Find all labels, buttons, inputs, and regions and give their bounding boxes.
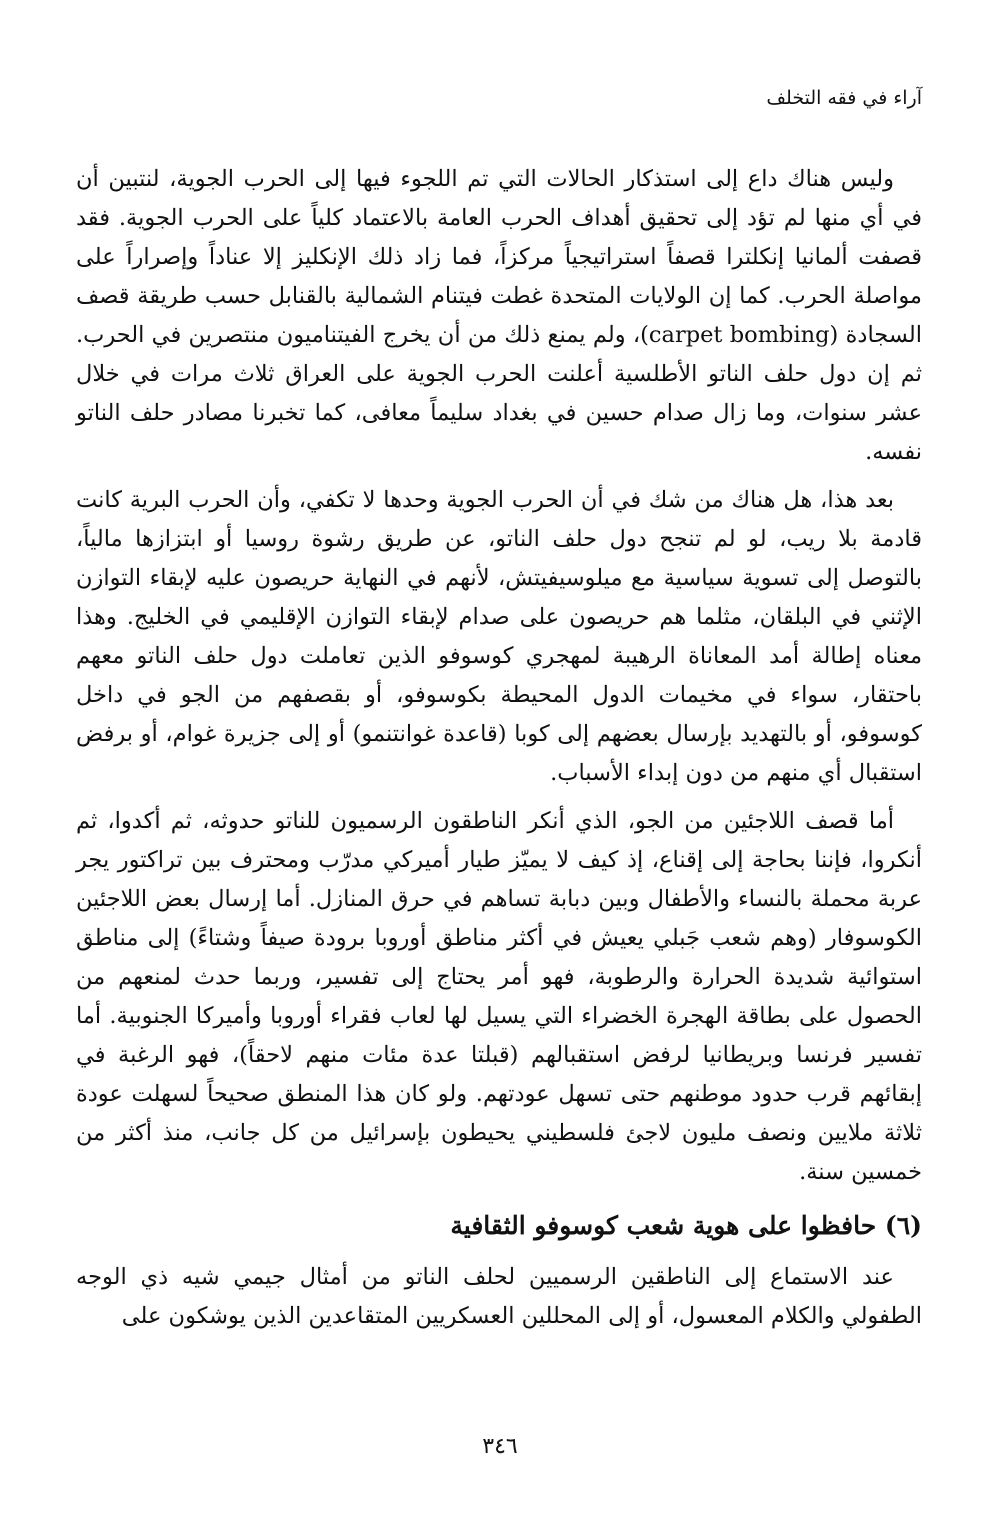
paragraph-4: عند الاستماع إلى الناطقين الرسميين لحلف الناتو من أمثال جيمي شيه ذي الوجه الطفولي والكلام المعسول، أو إلى المحللين العسكريين المتقاعدين الذين يوشكون على <box>76 1264 922 1329</box>
page-number: ٣٤٦ <box>482 1434 518 1459</box>
paragraph-2: بعد هذا، هل هناك من شك في أن الحرب الجوية وحدها لا تكفي، وأن الحرب البرية كانت قادمة بلا ريب، لو لم تنجح دول حلف الناتو، عن طريق رشوة روسيا أو ابتزازها مالياً، بالتوصل إلى تسوية سياسية مع ميلوسيفيتش، لأنهم في النهاية حريصون عليه لإبقاء التوازن الإثني في البلقان، مثلما هم حريصون على صدام لإبقاء التوازن الإقليمي في الخليج. وهذا معناه إطالة أمد المعاناة الرهيبة لمهجري كوسوفو الذين تعاملت دول حلف الناتو معهم باحتقار، سواء في مخيمات الدول المحيطة بكوسوفو، أو بقصفهم من الجو في داخل كوسوفو، أو بالتهديد بإرسال بعضهم إلى كوبا (قاعدة غوانتنمو) أو إلى جزيرة غوام، أو برفض استقبال أي منهم من دون إبداء الأسباب. <box>76 487 922 786</box>
body-text <box>76 160 922 1345</box>
paragraph-3: أما قصف اللاجئين من الجو، الذي أنكر الناطقون الرسميون للناتو حدوثه، ثم أكدوا، ثم أنكروا، فإننا بحاجة إلى إقناع، إذ كيف لا يميّز طيار أميركي مدرّب ومحترف بين تراكتور يجر عربة محملة بالنساء والأطفال وبين دبابة تساهم في حرق المنازل. أما إرسال بعض اللاجئين الكوسوفار (وهم شعب جَبلي يعيش في أكثر مناطق أوروبا برودة صيفاً وشتاءً) إلى مناطق استوائية شديدة الحرارة والرطوبة، فهو أمر يحتاج إلى تفسير، وربما حدث لمنعهم من الحصول على بطاقة الهجرة الخضراء التي يسيل لها لعاب فقراء أوروبا وأميركا الجنوبية. أما تفسير فرنسا وبريطانيا لرفض استقبالهم (قبلتا عدة مئات منهم لاحقاً)، فهو الرغبة في إبقائهم قرب حدود موطنهم حتى تسهل عودتهم. ولو كان هذا المنطق صحيحاً لسهلت عودة ثلاثة ملايين ونصف مليون لاجئ فلسطيني يحيطون بإسرائيل من كل جانب، منذ أكثر من خمسين سنة. <box>76 808 922 1185</box>
section-heading: (٦) حافظوا على هوية شعب كوسوفو الثقافية <box>450 1211 922 1240</box>
paragraph-1: وليس هناك داع إلى استذكار الحالات التي تم اللجوء فيها إلى الحرب الجوية، لنتبين أن في أي منها لم تؤد إلى تحقيق أهداف الحرب العامة بالاعتماد كلياً على الحرب الجوية. فقد قصفت ألمانيا إنكلترا قصفاً استراتيجياً مركزاً، فما زاد ذلك الإنكليز إلا عناداً وإصراراً على مواصلة الحرب. كما إن الولايات المتحدة غطت فيتنام الشمالية بالقنابل حسب طريقة قصف السجادة (carpet bombing)، ولم يمنع ذلك من أن يخرج الفيتناميون منتصرين في الحرب. ثم إن دول حلف الناتو الأطلسية أعلنت الحرب الجوية على العراق ثلاث مرات في خلال عشر سنوات، وما زال صدام حسين في بغداد سليماً معافى، كما تخبرنا مصادر حلف الناتو نفسه. <box>76 166 922 465</box>
running-header: آراء في فقه التخلف <box>766 87 922 109</box>
